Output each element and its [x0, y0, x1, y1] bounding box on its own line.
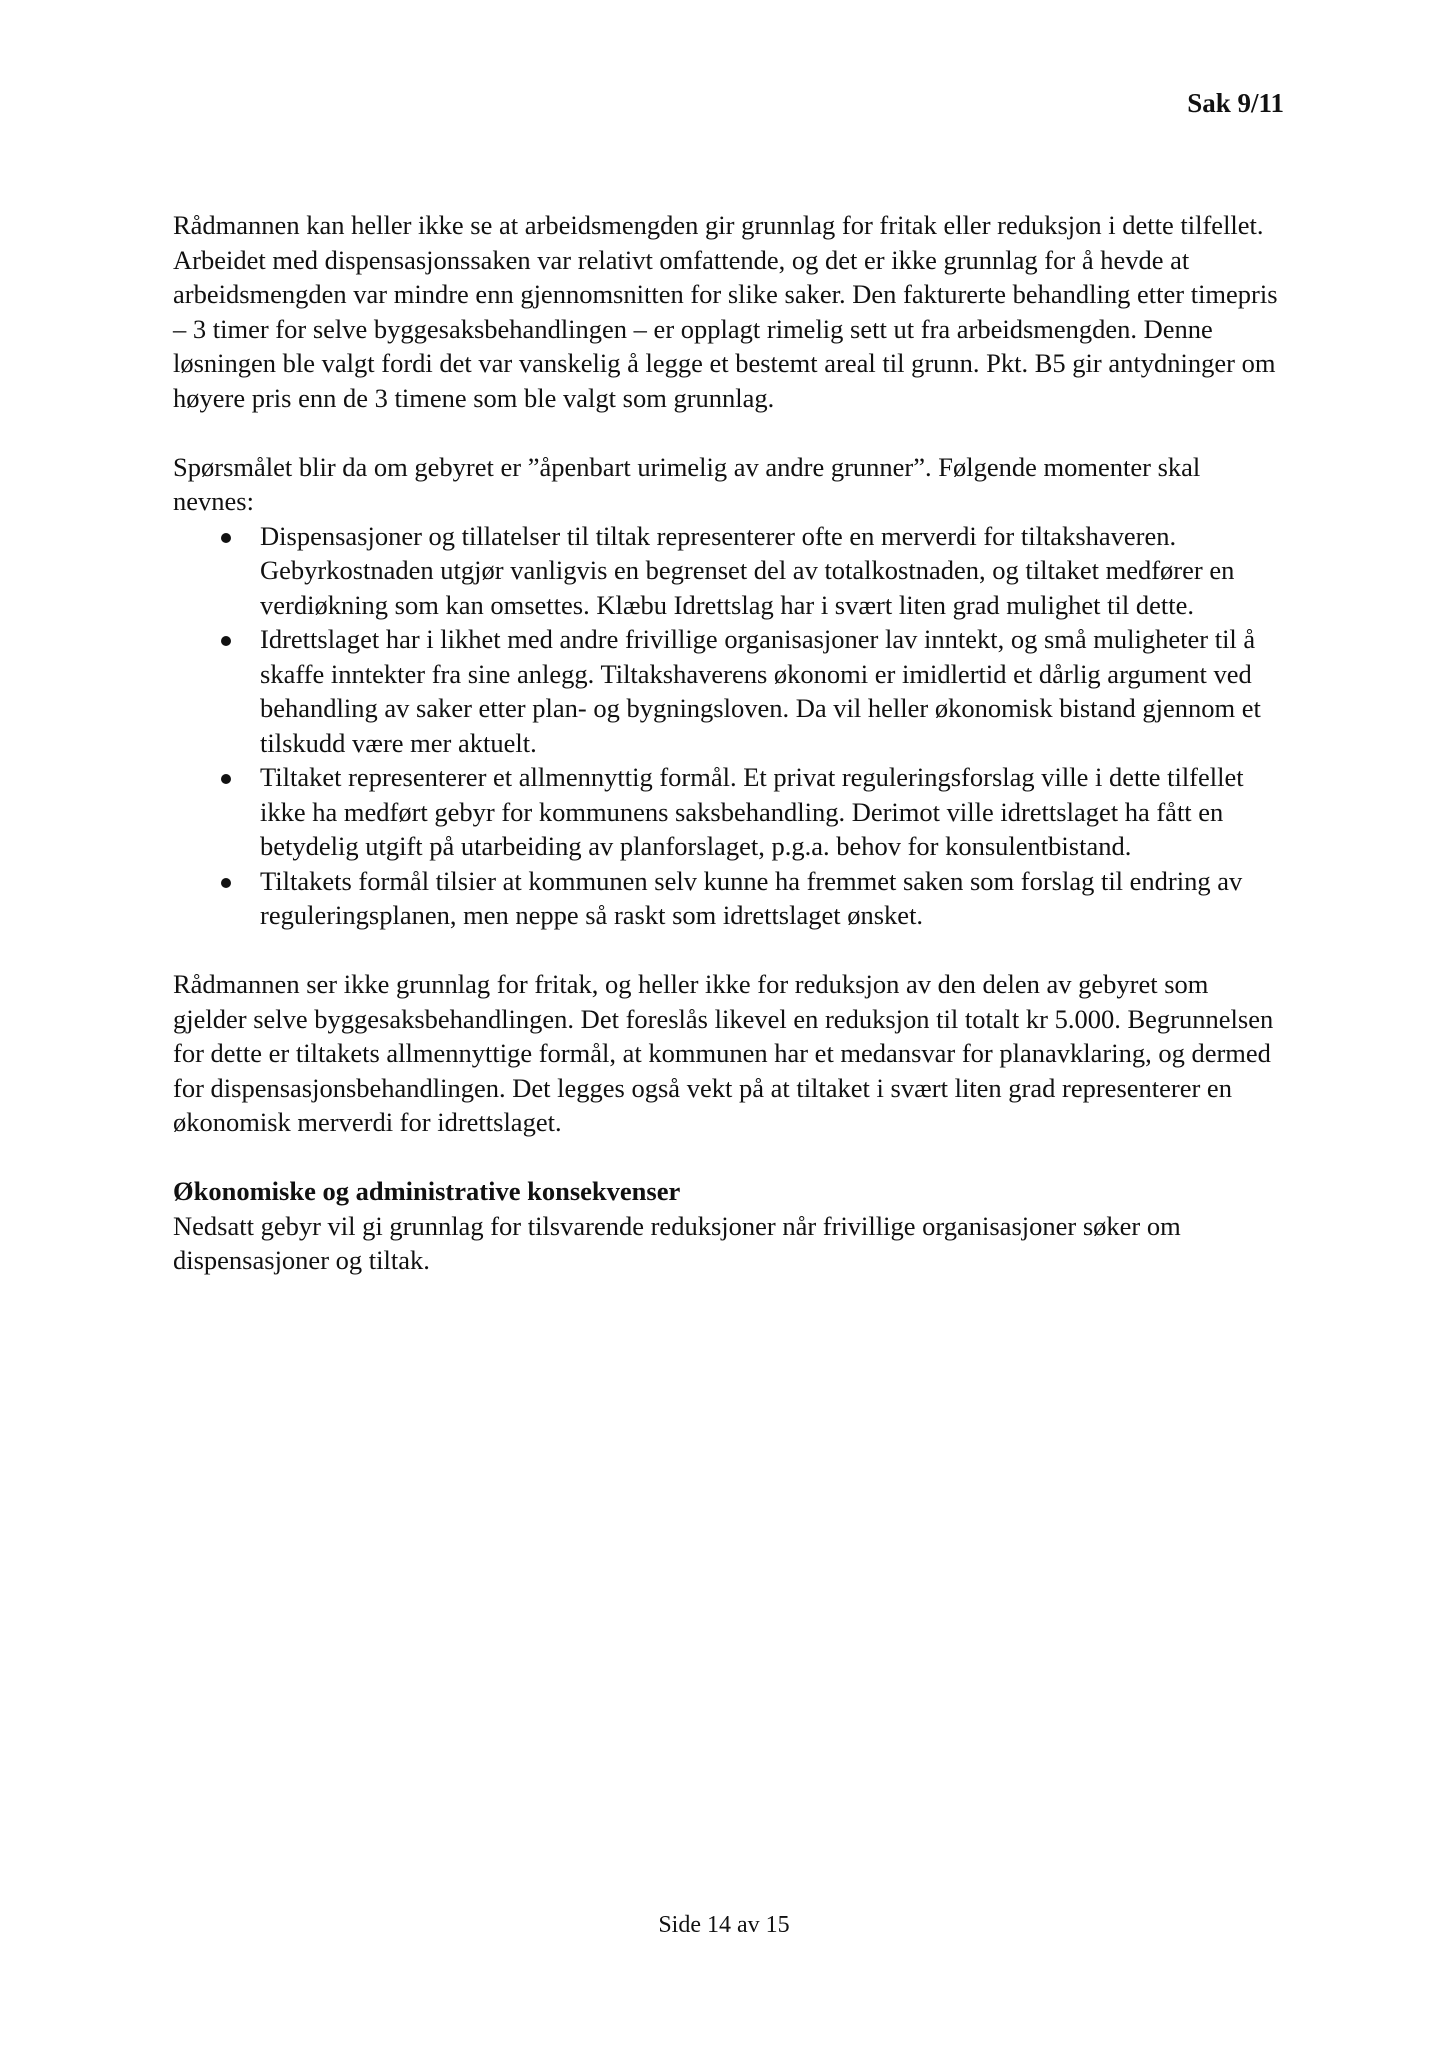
list-item-text: Tiltaket representerer et allmennyttig formål. Et privat reguleringsforslag ville i dette tilfellet ikke ha medført gebyr for kommunens saksbehandling. Derimot ville idrettslaget ha fått en betydelig utgift på utarbeiding av planforslaget, p.g.a. behov for konsulentbistand.: [260, 762, 1244, 861]
bullet-icon: [221, 636, 231, 646]
paragraph-recommendation: Rådmannen ser ikke grunnlag for fritak, og heller ikke for reduksjon av den delen av gebyret som gjelder selve byggesaksbehandlingen. Det foreslås likevel en reduksjon til totalt kr 5.000. Begrunnelsen for dette er tiltakets allmennyttige formål, at kommunen har et medansvar for planavklaring, og dermed for dispensasjonsbehandlingen. Det legges også vekt på at tiltaket i svært liten grad representerer en økonomisk merverdi for idrettslaget.: [173, 969, 1274, 1137]
bullet-icon: [221, 774, 231, 784]
paragraph-consequences: Nedsatt gebyr vil gi grunnlag for tilsvarende reduksjoner når frivillige organisasjoner søker om dispensasjoner og tiltak.: [173, 1210, 1181, 1275]
bullet-icon: [221, 878, 231, 888]
case-reference: Sak 9/11: [1187, 88, 1284, 118]
paragraph-spacer: [173, 933, 1283, 968]
bullet-list: [173, 519, 1283, 933]
paragraph-workload: Rådmannen kan heller ikke se at arbeidsmengden gir grunnlag for fritak eller reduksjon i dette tilfellet. Arbeidet med dispensasjonssaken var relativt omfattende, og det er ikke grunnlag for å hevde at arbeidsmengden var mindre enn gjennomsnitten for slike saker. Den fakturerte behandling etter timepris – 3 timer for selve byggesaksbehandlingen – er opplagt rimelig sett ut fra arbeidsmengden. Denne løsningen ble valgt fordi det var vanskelig å legge et bestemt areal til grunn. Pkt. B5 gir antydninger om høyere pris enn de 3 timene som ble valgt som grunnlag.: [173, 210, 1278, 413]
bullet-icon: [221, 533, 231, 543]
document-body: [173, 208, 1283, 1278]
list-item-text: Idrettslaget har i likhet med andre frivillige organisasjoner lav inntekt, og små muligheter til å skaffe inntekter fra sine anlegg. Tiltakshaverens økonomi er imidlertid et dårlig argument ved behandling av saker etter plan- og bygningsloven. Da vil heller økonomisk bistand gjennom et tilskudd være mer aktuelt.: [260, 624, 1261, 758]
paragraph-question: Spørsmålet blir da om gebyret er ”åpenbart urimelig av andre grunner”. Følgende momenter skal nevnes:: [173, 451, 1201, 516]
list-item: [173, 864, 1283, 933]
paragraph-spacer: [173, 415, 1283, 450]
list-item: [173, 622, 1283, 760]
list-item: [173, 519, 1283, 623]
page-number: Side 14 av 15: [658, 1912, 790, 1938]
list-item: [173, 760, 1283, 864]
list-item-text: Dispensasjoner og tillatelser til tiltak representerer ofte en merverdi for tiltakshaveren. Gebyrkostnaden utgjør vanligvis en begrenset del av totalkostnaden, og tiltaket medfører en verdiøkning som kan omsettes. Klæbu Idrettslag har i svært liten grad mulighet til dette.: [260, 520, 1235, 620]
list-item-text: Tiltakets formål tilsier at kommunen selv kunne ha fremmet saken som forslag til endring av reguleringsplanen, men neppe så raskt som idrettslaget ønsket.: [260, 865, 1243, 930]
paragraph-spacer: [173, 1140, 1283, 1175]
section-heading: Økonomiske og administrative konsekvenser: [173, 1176, 681, 1206]
